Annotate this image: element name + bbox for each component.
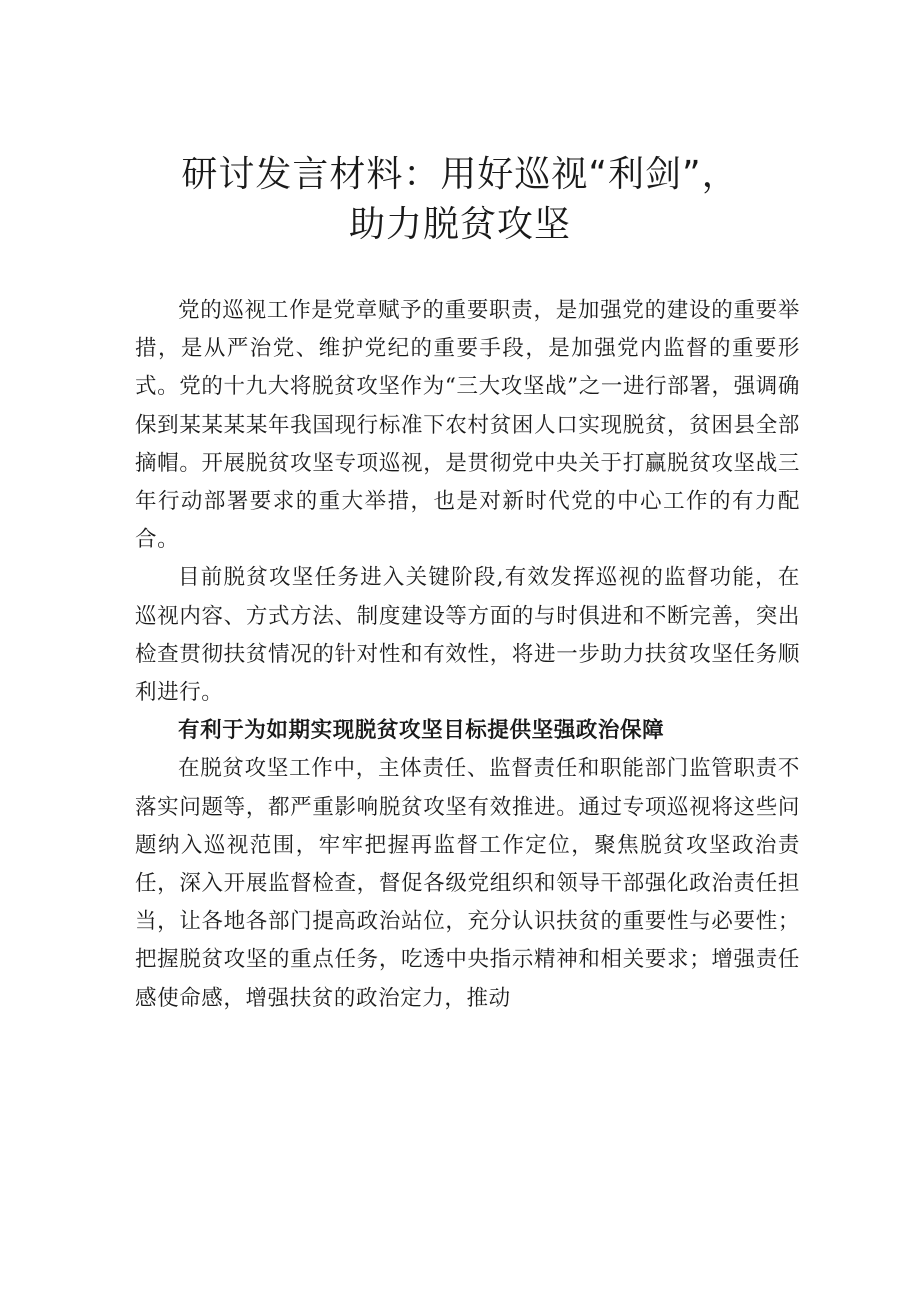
title-line-1: 研讨发言材料：用好巡视“利剑”， — [181, 154, 739, 195]
paragraph-intro: 党的巡视工作是党章赋予的重要职责，是加强党的建设的重要举措，是从严治党、维护党纪的重要手段，是加强党内监督的重要形式。党的十九大将脱贫攻坚作为“三大攻坚战”之一进行部署，强调确保到某某某某年我国现行标准下农村贫困人口实现脱贫，贫困县全部摘帽。开展脱贫攻坚专项巡视，是贯彻党中央关于打赢脱贫攻坚战三年行动部署要求的重大举措，也是对新时代党的中心工作的有力配合。 — [135, 298, 800, 553]
paragraph-section-body: 在脱贫攻坚工作中，主体责任、监督责任和职能部门监管职责不落实问题等，都严重影响脱贫攻坚有效推进。通过专项巡视将这些问题纳入巡视范围，牢牢把握再监督工作定位，聚焦脱贫攻坚政治责任，深入开展监督检查，督促各级党组织和领导干部强化政治责任担当，让各地各部门提高政治站位，充分认识扶贫的重要性与必要性；把握脱贫攻坚的重点任务，吃透中央指示精神和相关要求；增强责任感使命感，增强扶贫的政治定力，推动 — [135, 756, 800, 1011]
section-heading: 有利于为如期实现脱贫攻坚目标提供坚强政治保障 — [178, 718, 665, 744]
paragraph-current-stage: 目前脱贫攻坚任务进入关键阶段,有效发挥巡视的监督功能，在巡视内容、方式方法、制度建设等方面的与时俱进和不断完善，突出检查贯彻扶贫情况的针对性和有效性，将进一步助力扶贫攻坚任务顺利进行。 — [135, 565, 800, 706]
page-title — [80, 150, 840, 250]
title-line-2: 助力脱贫攻坚 — [348, 204, 571, 245]
document-body — [135, 292, 800, 1018]
